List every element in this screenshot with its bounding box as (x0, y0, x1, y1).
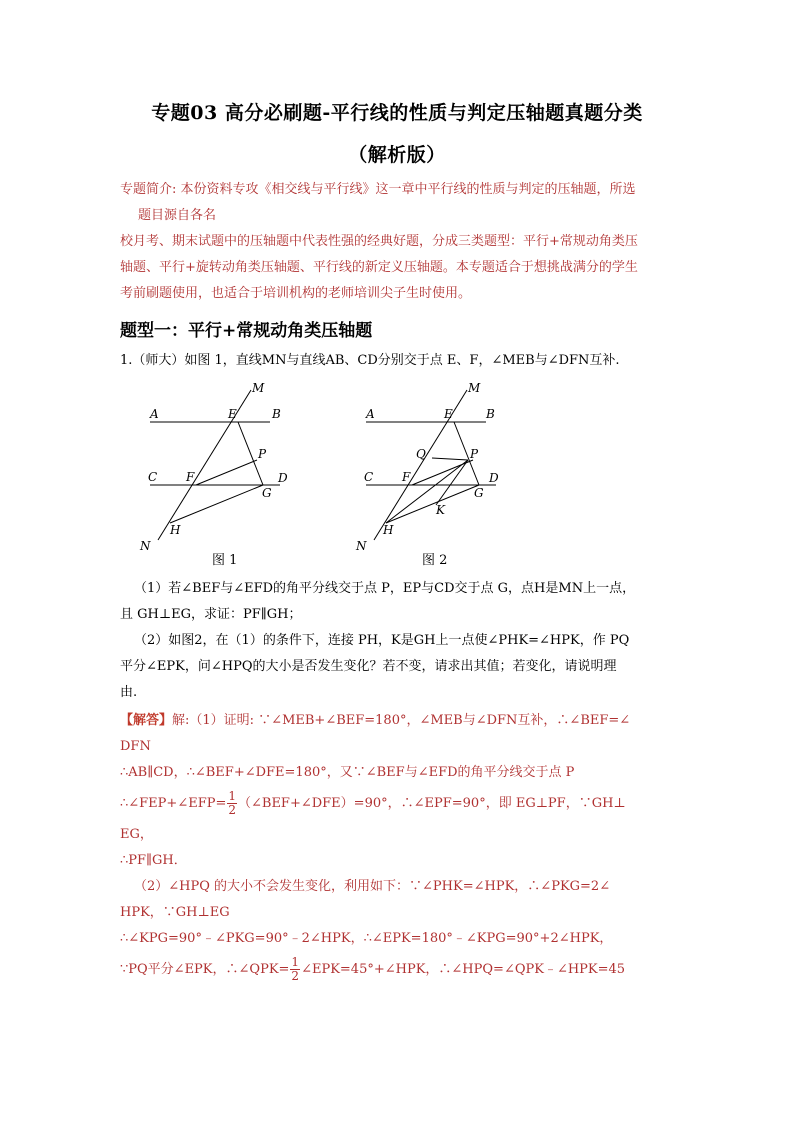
label-q-fig2: Q (416, 447, 426, 461)
document-title-line1: 专题03 高分必刷题-平行线的性质与判定压轴题真题分类 (151, 102, 643, 124)
label-a-fig2: A (366, 407, 375, 421)
label-c: C (148, 470, 158, 484)
label-p-fig2: P (470, 447, 479, 461)
segment-hg (170, 485, 263, 523)
label-n-fig2: N (356, 539, 367, 553)
label-h: H (170, 523, 181, 537)
intro-line: 考前刷题使用，也适合于培训机构的老师培训尖子生时使用。 (120, 286, 472, 301)
part2-line3: 由. (120, 685, 138, 700)
intro-line: 题目源自各名 (138, 208, 217, 223)
question-stem: 1.（师大）如图 1，直线MN与直线AB、CD分别交于点 E、F，∠MEB与∠DFN互补. (120, 353, 620, 368)
part2-line2: 平分∠EPK，问∠HPQ的大小是否发生变化？若不变，请求出其值；若变化，请说明理 (120, 659, 617, 674)
intro-line: 专题简介: 本份资料专攻《相交线与平行线》这一章中平行线的性质与判定的压轴题，所选 (120, 182, 636, 197)
label-m-fig2: M (468, 381, 481, 395)
answer-line4: ∴∠FEP+∠EFP= $\frac{1}{2}$ （∠BEF+∠DFE）=90°，∴∠EPF=90°，即 EG⊥PF，∵GH⊥ (120, 789, 626, 817)
answer-line1: 【解答】解:（1）证明: ∵∠MEB+∠BEF=180°，∠MEB与∠DFN互补，∴∠BEF=∠ (120, 713, 631, 728)
line-mn-fig2 (374, 390, 467, 540)
geometry-figures (120, 378, 499, 573)
label-k-fig2: K (436, 503, 445, 517)
fraction-one-half: $\frac{1}{2}$ (228, 789, 236, 817)
label-e-fig2: E (444, 407, 453, 421)
label-c-fig2: C (364, 470, 374, 484)
label-g: G (262, 486, 272, 500)
segment-hp-fig2 (386, 460, 468, 523)
answer-line10: ∵PQ平分∠EPK，∴∠QPK= $\frac{1}{2}$ ∠EPK=45°+∠HPK，∴∠HPQ=∠QPK﹣∠HPK=45 (120, 955, 626, 983)
part1-line1: （1）若∠BEF与∠EFD的角平分线交于点 P，EP与CD交于点 G，点H是MN上一点， (134, 581, 636, 596)
document-title-line2: （解析版） (348, 144, 446, 166)
answer-line9: ∴∠KPG=90°﹣∠PKG=90°﹣2∠HPK，∴∠EPK=180°﹣∠KPG=90°+2∠HPK， (120, 931, 613, 946)
answer-line3: ∴AB∥CD，∴∠BEF+∠DFE=180°，又∵∠BEF与∠EFD的角平分线交于点 P (120, 765, 575, 780)
label-f: F (186, 470, 195, 484)
label-b-fig2: B (486, 407, 495, 421)
figure-2-caption: 图 2 (422, 553, 448, 568)
figure-1-caption: 图 1 (212, 553, 238, 568)
answer-line8: HPK，∵GH⊥EG (120, 905, 230, 920)
label-d: D (278, 471, 288, 485)
label-n: N (140, 539, 151, 553)
part2-line1: （2）如图2，在（1）的条件下，连接 PH，K是GH上一点使∠PHK=∠HPK，作 PQ (134, 633, 630, 648)
answer-line6: ∴PF∥GH． (120, 853, 187, 868)
answer-line2: DFN (120, 739, 151, 754)
label-b: B (272, 407, 281, 421)
intro-line: 轴题、平行+旋转动角类压轴题、平行线的新定义压轴题。本专题适合于想挑战满分的学生 (120, 260, 638, 275)
part1-line2: 且 GH⊥EG，求证：PF∥GH； (120, 607, 302, 622)
answer-tag: 【解答】 (120, 713, 173, 728)
label-f-fig2: F (402, 470, 411, 484)
intro-paragraph (120, 177, 680, 307)
line-mn (158, 390, 251, 540)
label-h-fig2: H (383, 523, 394, 537)
answer-line5: EG， (120, 827, 153, 842)
segment-hg-fig2 (386, 485, 479, 523)
intro-line: 校月考、期末试题中的压轴题中代表性强的经典好题，分成三类题型：平行+常规动角类压 (120, 234, 638, 249)
question-parts (120, 576, 680, 706)
label-p: P (258, 447, 267, 461)
fraction-one-half: $\frac{1}{2}$ (291, 955, 300, 983)
segment-qp-fig2 (432, 458, 468, 460)
answer-block (120, 708, 680, 988)
answer-line7: （2）∠HPQ 的大小不会发生变化，利用如下：∵∠PHK=∠HPK，∴∠PKG=2∠ (134, 879, 611, 894)
section-heading: 题型一：平行+常规动角类压轴题 (120, 321, 373, 341)
segment-kp-fig2 (436, 460, 468, 505)
label-m: M (252, 381, 265, 395)
label-g-fig2: G (474, 486, 484, 500)
label-e: E (228, 407, 237, 421)
label-a: A (150, 407, 159, 421)
label-d-fig2: D (489, 471, 499, 485)
